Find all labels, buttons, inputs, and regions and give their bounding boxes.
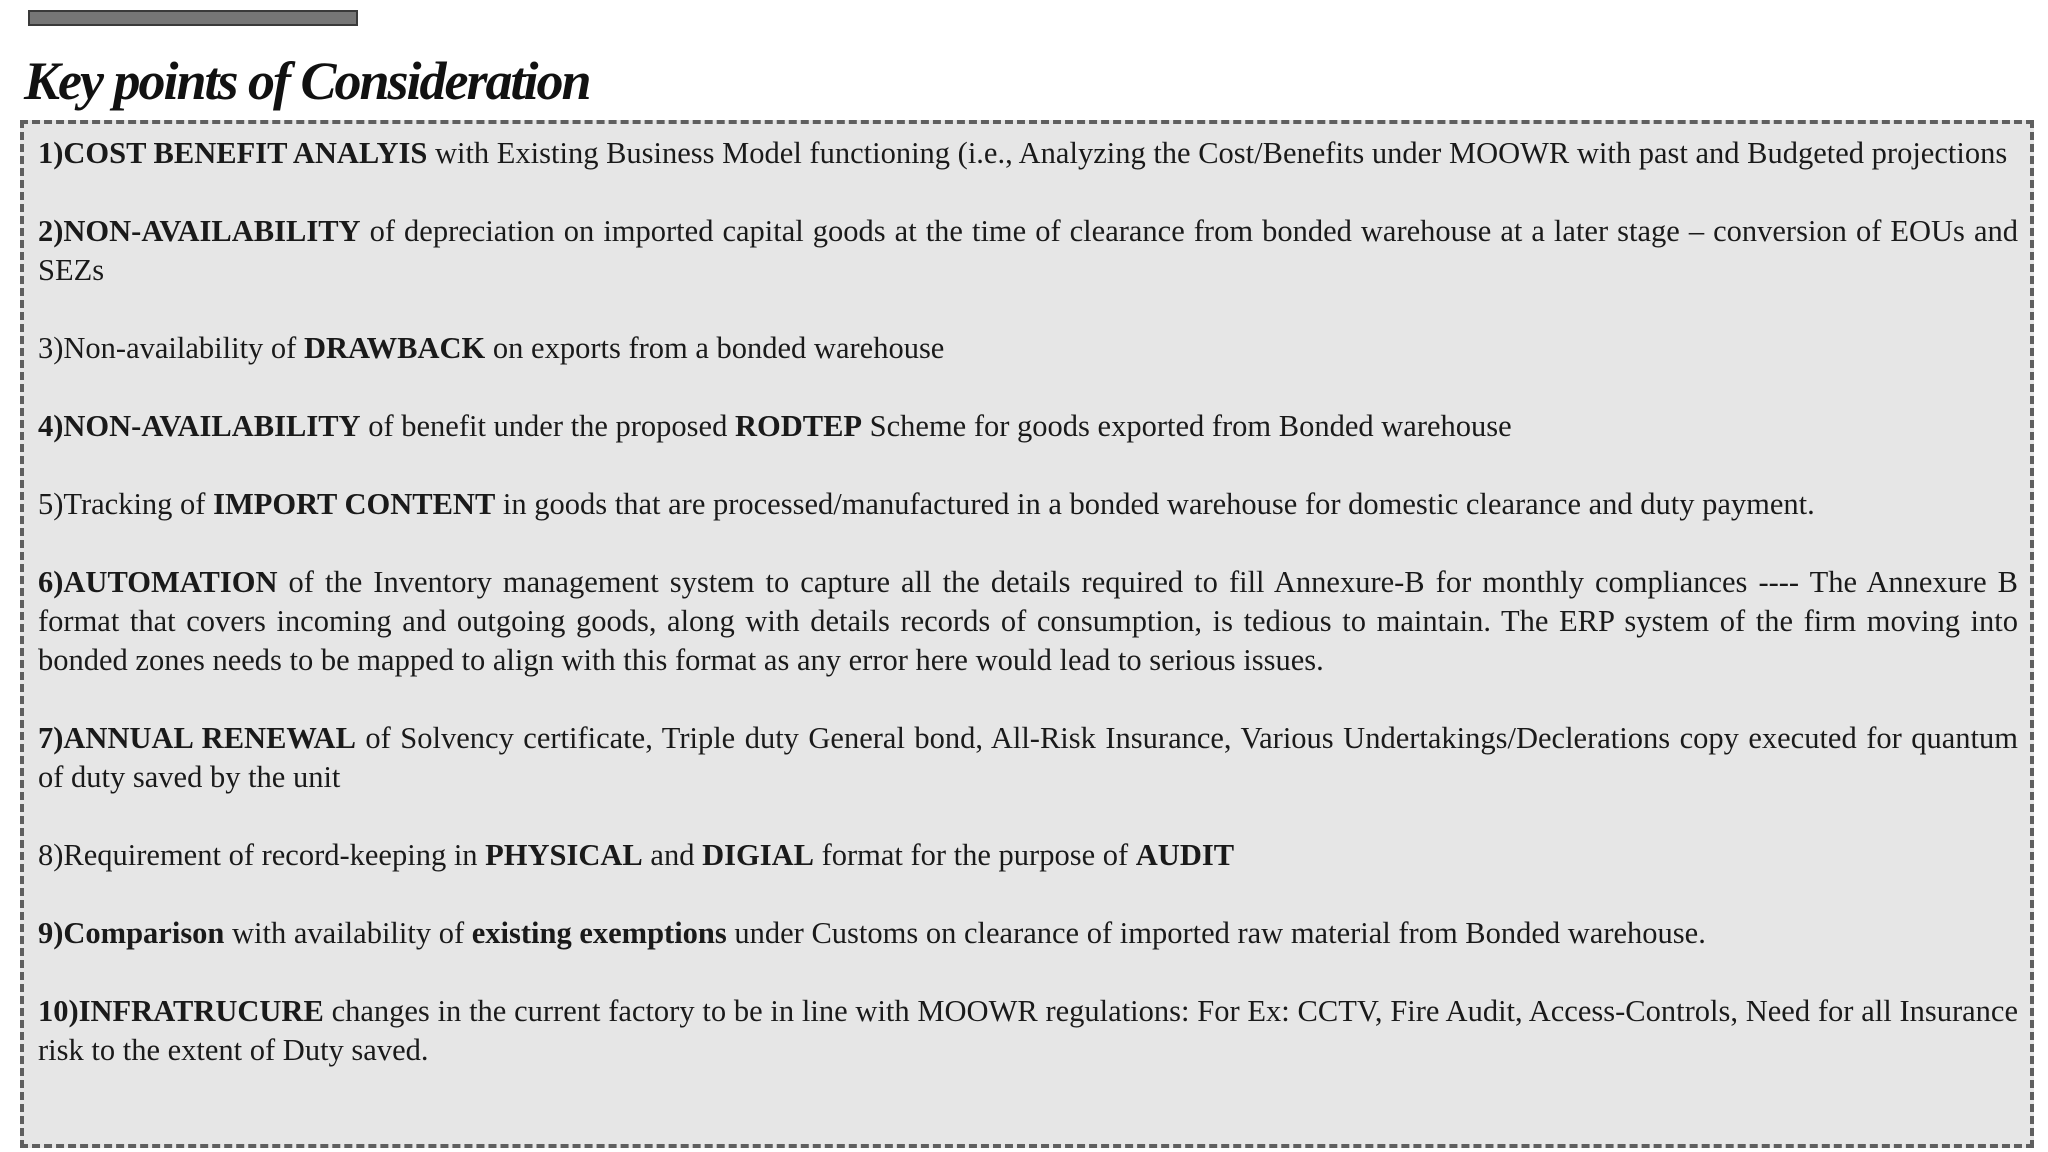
point-9-text: with availability of — [224, 916, 472, 950]
point-7 — [38, 719, 2018, 797]
point-9 — [38, 914, 2018, 953]
page-heading: Key points of Consideration — [24, 51, 590, 111]
point-10 — [38, 992, 2018, 1070]
point-5-keyword: IMPORT CONTENT — [213, 487, 496, 521]
point-2 — [38, 212, 2018, 290]
point-8 — [38, 836, 2018, 875]
point-8-text: 8)Requirement of record-keeping in — [38, 838, 486, 872]
point-6 — [38, 563, 2018, 680]
point-5-text: 5)Tracking of — [38, 487, 214, 521]
point-4-text-end: Scheme for goods exported from Bonded warehouse — [862, 409, 1512, 443]
point-6-text: of the Inventory management system to capture all the details required to fill Annexure-B for monthly compliances ---- The Annexure B format that covers incoming and outgoing goods, along with details records of consumption, is tedious to maintain. The ERP system of the firm moving into bonded zones needs to be mapped to align with this format as any error here would lead to serious issues. — [38, 565, 2018, 677]
point-7-keyword: 7)ANNUAL RENEWAL — [38, 721, 356, 755]
point-8-keyword: PHYSICAL — [485, 838, 643, 872]
considerations-box — [20, 120, 2034, 1148]
point-8-keyword-3: AUDIT — [1135, 838, 1235, 872]
point-2-keyword: 2)NON-AVAILABILITY — [38, 214, 361, 248]
point-8-text-end: format for the purpose of — [813, 838, 1136, 872]
point-4-keyword-2: RODTEP — [734, 409, 863, 443]
title-bar-decoration — [28, 10, 358, 26]
point-6-keyword: 6)AUTOMATION — [38, 565, 278, 599]
point-2-text: of depreciation on imported capital goods at the time of clearance from bonded warehouse at a later stage – conversion of EOUs and SEZs — [38, 214, 2018, 287]
point-4-text: of benefit under the proposed — [360, 409, 735, 443]
point-8-keyword-2: DIGIAL — [702, 838, 814, 872]
point-7-text: of Solvency certificate, Triple duty General bond, All-Risk Insurance, Various Undertakings/Declerations copy executed for quantum of duty saved by the unit — [38, 721, 2018, 794]
point-10-text: changes in the current factory to be in line with MOOWR regulations: For Ex: CCTV, Fire Audit, Access-Controls, Need for all Insurance risk to the extent of Duty saved. — [38, 994, 2018, 1067]
point-3 — [38, 329, 2018, 368]
point-8-text-mid: and — [642, 838, 703, 872]
point-3-keyword: DRAWBACK — [303, 331, 486, 365]
point-3-text-end: on exports from a bonded warehouse — [485, 331, 945, 365]
point-4-keyword: 4)NON-AVAILABILITY — [38, 409, 361, 443]
point-1 — [38, 134, 2018, 173]
point-3-text: 3)Non-availability of — [38, 331, 304, 365]
point-1-text: with Existing Business Model functioning (i.e., Analyzing the Cost/Benefits under MOOWR with past and Budgeted projections — [427, 136, 2008, 170]
point-5 — [38, 485, 2018, 524]
point-1-keyword: 1)COST BENEFIT ANALYIS — [38, 136, 428, 170]
point-4 — [38, 407, 2018, 446]
point-5-text-end: in goods that are processed/manufactured in a bonded warehouse for domestic clearance and duty payment. — [495, 487, 1815, 521]
point-9-text-end: under Customs on clearance of imported raw material from Bonded warehouse. — [726, 916, 1706, 950]
point-9-keyword: 9)Comparison — [38, 916, 225, 950]
point-10-keyword: 10)INFRATRUCURE — [38, 994, 324, 1028]
point-9-keyword-2: existing exemptions — [471, 916, 727, 950]
